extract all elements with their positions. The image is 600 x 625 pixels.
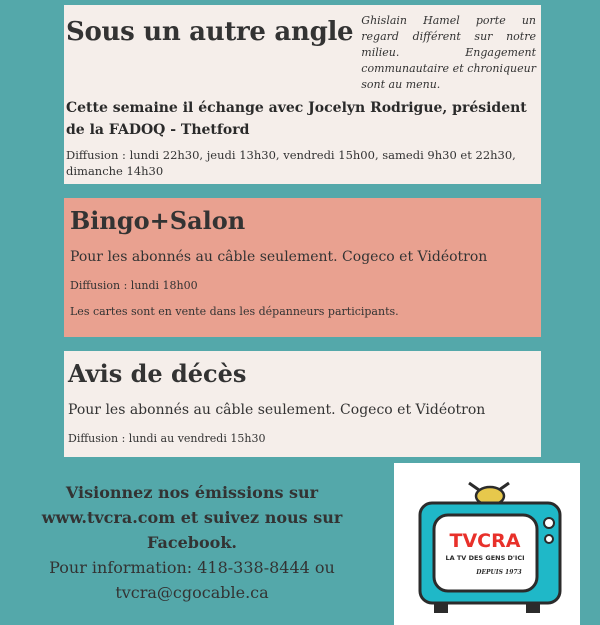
show-schedule: Diffusion : lundi 22h30, jeudi 13h30, vendredi 15h00, samedi 9h30 et 22h30, dimanche 14h30 bbox=[66, 148, 516, 178]
show-card-avis-de-deces bbox=[64, 351, 541, 457]
show-note: Les cartes sont en vente dans les dépanneurs participants. bbox=[70, 305, 399, 318]
show-availability: Pour les abonnés au câble seulement. Cogeco et Vidéotron bbox=[68, 402, 486, 418]
show-description: Ghislain Hamel porte un regard différent sur notre milieu. Engagement communautaire et chroniqueur sont au menu. bbox=[361, 14, 536, 91]
tvcra-logo bbox=[394, 463, 580, 625]
logo-brand: TVCRA bbox=[449, 530, 521, 552]
footer-promo: Visionnez nos émissions sur www.tvcra.com et suivez nous sur Facebook. bbox=[41, 483, 343, 552]
show-title: Sous un autre angle bbox=[66, 17, 354, 47]
show-card-sous-un-autre-angle bbox=[64, 5, 541, 184]
footer-contact bbox=[20, 480, 364, 605]
show-schedule: Diffusion : lundi 18h00 bbox=[70, 279, 198, 292]
show-title: Bingo+Salon bbox=[70, 206, 246, 235]
logo-since: DEPUIS 1973 bbox=[476, 569, 522, 576]
footer-info: Pour information: 418-338-8444 ou tvcra@cgocable.ca bbox=[49, 558, 335, 602]
show-availability: Pour les abonnés au câble seulement. Cogeco et Vidéotron bbox=[70, 249, 488, 265]
tv-icon bbox=[394, 463, 580, 625]
show-subtitle: Cette semaine il échange avec Jocelyn Rodrigue, président de la FADOQ - Thetford bbox=[66, 100, 527, 138]
show-title: Avis de décès bbox=[68, 359, 247, 388]
show-schedule: Diffusion : lundi au vendredi 15h30 bbox=[68, 432, 266, 445]
logo-tagline: LA TV DES GENS D'ICI bbox=[445, 554, 525, 562]
show-card-bingo-salon bbox=[64, 198, 541, 337]
